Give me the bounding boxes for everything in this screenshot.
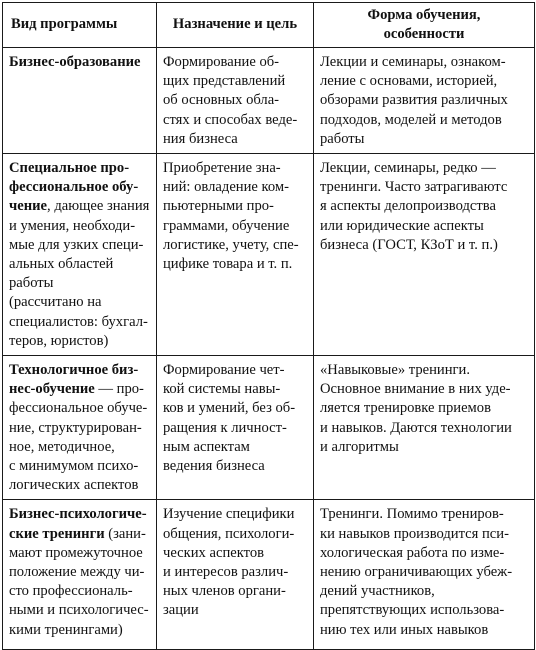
program-type-cell bbox=[3, 500, 157, 650]
cell-text-line bbox=[9, 255, 151, 274]
program-description-text: логических аспектов bbox=[9, 477, 139, 494]
program-description-text: работы bbox=[9, 275, 54, 292]
cell-text-line: щих представлений bbox=[163, 73, 286, 90]
cell-text-line bbox=[9, 274, 151, 293]
cell-text-line: кой системы навы- bbox=[163, 381, 281, 398]
program-description-text: мые для узких специ- bbox=[9, 236, 144, 253]
cell-text-line: стях и способах веде- bbox=[163, 111, 298, 128]
cell-text-line: Изучение специфики bbox=[163, 506, 295, 523]
program-description-text: специалистов: бухгал- bbox=[9, 313, 148, 330]
cell-text-line: нению ограничивающих убеж- bbox=[320, 564, 513, 581]
cell-text-line: Формирование об- bbox=[163, 54, 280, 70]
program-description-text: , дающее знания bbox=[47, 198, 150, 215]
cell-text-line bbox=[9, 582, 151, 601]
cell-text-line: Тренинги. Помимо трениров- bbox=[320, 506, 504, 523]
program-description-text: сто профессиональ- bbox=[9, 583, 133, 600]
cell-text-line: граммами, обучение bbox=[163, 217, 290, 234]
cell-text-line bbox=[9, 178, 151, 197]
form-cell bbox=[314, 154, 535, 356]
cell-text-line: особенности bbox=[383, 26, 465, 42]
program-description-text: кими тренингами) bbox=[9, 621, 123, 638]
form-cell bbox=[314, 356, 535, 500]
table-row bbox=[3, 500, 535, 650]
cell-text-line bbox=[9, 399, 151, 418]
cell-text-line: и интересов различ- bbox=[163, 564, 289, 581]
form-cell bbox=[314, 500, 535, 650]
cell-text-line bbox=[9, 621, 151, 640]
cell-text-line: я аспекты делопроизводства bbox=[320, 198, 496, 215]
cell-text-line: хологическая работа по изме- bbox=[320, 544, 505, 561]
header-purpose bbox=[157, 3, 314, 48]
cell-text-line: ния бизнеса bbox=[163, 130, 238, 147]
program-name-text: фессиональное обу- bbox=[9, 179, 139, 196]
program-description-text: мают промежуточное bbox=[9, 544, 143, 561]
cell-text-line bbox=[9, 293, 151, 312]
cell-text-line bbox=[9, 476, 151, 495]
table-row bbox=[3, 48, 535, 154]
cell-text-line: и алгоритмы bbox=[320, 438, 399, 455]
cell-text-line: ращения к личност- bbox=[163, 419, 287, 436]
program-description-text: ние, структурирован- bbox=[9, 419, 142, 436]
cell-text-line: зации bbox=[163, 602, 199, 619]
cell-text-line: ков и умений, без об- bbox=[163, 400, 296, 417]
cell-text-line: работы bbox=[320, 130, 365, 147]
cell-text-line: Лекции и семинары, ознаком- bbox=[320, 54, 506, 70]
purpose-cell bbox=[157, 500, 314, 650]
program-description-text: и умения, необходи- bbox=[9, 217, 136, 234]
cell-text-line bbox=[9, 563, 151, 582]
cell-text-line: ляется тренировке приемов bbox=[320, 400, 491, 417]
cell-text-line bbox=[9, 217, 151, 236]
cell-text-line: «Навыковые» тренинги. bbox=[320, 362, 470, 379]
program-name-text: ские тренинги bbox=[9, 525, 105, 542]
program-name-text: Бизнес-психологиче- bbox=[9, 506, 147, 523]
cell-text-line: ки навыков производится пси- bbox=[320, 525, 509, 542]
cell-text-line: общения, психологи- bbox=[163, 525, 295, 542]
cell-text-line bbox=[9, 380, 151, 399]
cell-text-line bbox=[9, 53, 151, 72]
program-description-text: фессиональное обуче- bbox=[9, 400, 148, 417]
program-name-text: Специальное про- bbox=[9, 160, 130, 177]
program-description-text: (зани- bbox=[104, 525, 146, 542]
cell-text-line: Назначение и цель bbox=[172, 16, 298, 33]
cell-text-line: Приобретение зна- bbox=[163, 160, 281, 177]
cell-text-line: бизнеса (ГОСТ, КЗоТ и т. п.) bbox=[320, 236, 498, 253]
cell-text-line: Лекции, семинары, редко — bbox=[320, 160, 496, 177]
cell-text-line: дений участников, bbox=[320, 583, 435, 600]
program-description-text: теров, юристов) bbox=[9, 332, 109, 349]
cell-text-line: ний: овладение ком- bbox=[163, 179, 289, 196]
program-description-text: (рассчитано на bbox=[9, 294, 102, 311]
cell-text-line: ведения бизнеса bbox=[163, 458, 265, 475]
cell-text-line: ческих аспектов bbox=[163, 544, 265, 561]
program-description-text: с минимумом психо- bbox=[9, 458, 139, 475]
cell-text-line: препятствующих использова- bbox=[320, 602, 505, 619]
cell-text-line: Формирование чет- bbox=[163, 362, 285, 379]
cell-text-line bbox=[9, 525, 151, 544]
cell-text-line: ным аспектам bbox=[163, 438, 250, 455]
cell-text-line: Вид программы bbox=[11, 16, 118, 33]
cell-text-line: Основное внимание в них уде- bbox=[320, 381, 511, 398]
purpose-cell bbox=[157, 154, 314, 356]
cell-text-line: обзорами развития различных bbox=[320, 92, 508, 109]
cell-text-line: об основных обла- bbox=[163, 92, 280, 109]
cell-text-line: логистике, учету, спе- bbox=[163, 236, 299, 253]
program-types-table bbox=[2, 2, 535, 650]
cell-text-line bbox=[9, 544, 151, 563]
cell-text-line: пьютерными про- bbox=[163, 198, 274, 215]
cell-text-line bbox=[9, 438, 151, 457]
cell-text-line: цифике товара и т. п. bbox=[163, 256, 293, 273]
cell-text-line bbox=[9, 361, 151, 380]
cell-text-line bbox=[9, 601, 151, 620]
table-row bbox=[3, 356, 535, 500]
cell-text-line bbox=[9, 332, 151, 351]
program-type-cell bbox=[3, 356, 157, 500]
program-name-text: Технологичное биз- bbox=[9, 362, 139, 379]
cell-text-line: ление с основами, историей, bbox=[320, 73, 498, 90]
cell-text-line: Форма обучения, bbox=[367, 6, 481, 23]
header-program-type bbox=[3, 3, 157, 48]
cell-text-line bbox=[9, 159, 151, 178]
cell-text-line bbox=[9, 505, 151, 524]
program-description-text: — про- bbox=[94, 381, 144, 398]
cell-text-line bbox=[9, 457, 151, 476]
cell-text-line bbox=[9, 419, 151, 438]
table-header-row bbox=[3, 3, 535, 48]
cell-text-line: или юридические аспекты bbox=[320, 217, 484, 234]
cell-text-line: подходов, моделей и методов bbox=[320, 111, 502, 128]
program-description-text: альных областей bbox=[9, 256, 114, 273]
purpose-cell bbox=[157, 48, 314, 154]
purpose-cell bbox=[157, 356, 314, 500]
program-type-cell bbox=[3, 154, 157, 356]
header-form bbox=[314, 3, 535, 48]
cell-text-line bbox=[9, 236, 151, 255]
program-name-text: чение bbox=[9, 198, 48, 215]
cell-text-line bbox=[9, 197, 151, 216]
cell-text-line: ных членов органи- bbox=[163, 583, 286, 600]
program-name-text: нес-обучение bbox=[9, 381, 95, 398]
program-name-text: Бизнес-образование bbox=[9, 54, 141, 70]
program-description-text: положение между чи- bbox=[9, 564, 145, 581]
cell-text-line bbox=[9, 313, 151, 332]
cell-text-line: тренинги. Часто затрагиваютс bbox=[320, 179, 508, 196]
table-row bbox=[3, 154, 535, 356]
cell-text-line: и навыков. Даются технологии bbox=[320, 419, 512, 436]
form-cell bbox=[314, 48, 535, 154]
program-description-text: ными и психологичес- bbox=[9, 602, 149, 619]
cell-text-line: нию тех или иных навыков bbox=[320, 621, 489, 638]
program-type-cell bbox=[3, 48, 157, 154]
program-description-text: ное, методичное, bbox=[9, 438, 115, 455]
